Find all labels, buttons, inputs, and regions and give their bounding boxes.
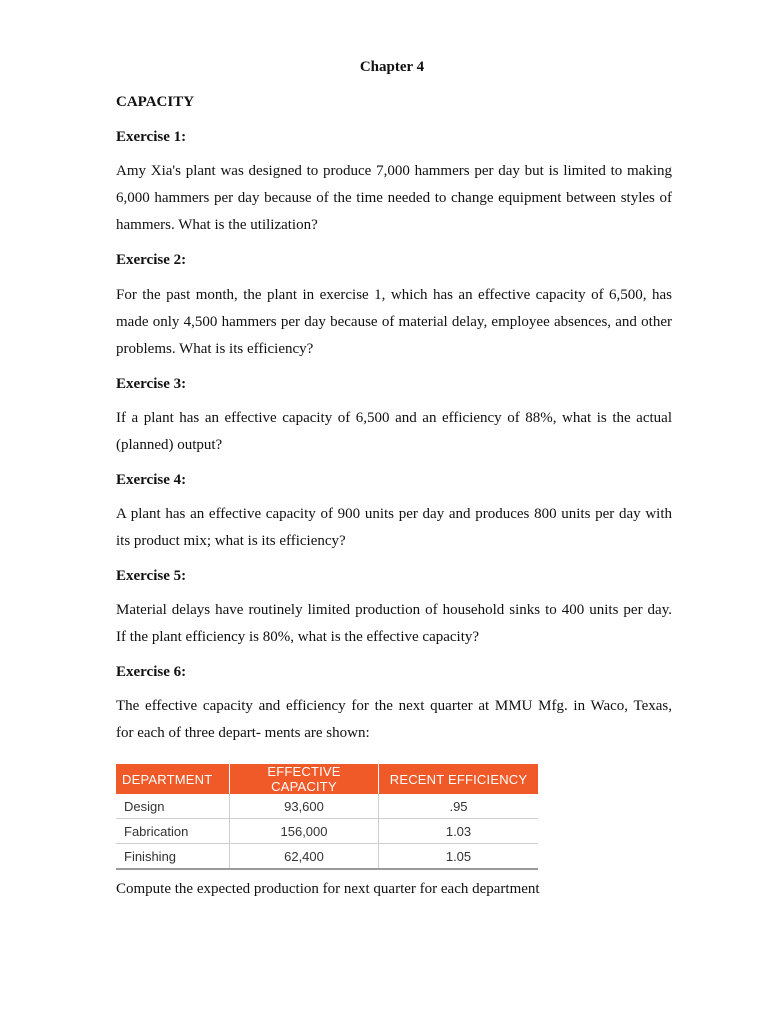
exercise-5-line-2: If the plant efficiency is 80%, what is the effective capacity? <box>116 629 480 645</box>
exercise-6-text <box>116 693 672 747</box>
cell-effective-capacity: 93,600 <box>230 794 379 819</box>
exercise-4-text <box>116 501 672 555</box>
exercise-1-line-3: hammers. What is the utilization? <box>116 217 318 233</box>
exercise-5-heading: Exercise 5: <box>116 568 187 584</box>
exercise-5-text <box>116 597 672 651</box>
exercise-1-heading: Exercise 1: <box>116 129 187 145</box>
cell-effective-capacity: 62,400 <box>230 844 379 870</box>
cell-department: Design <box>124 798 165 814</box>
exercise-2-text <box>116 282 672 363</box>
table-row <box>116 794 538 819</box>
cell-effective-capacity: 156,000 <box>230 819 379 844</box>
exercise-5-line-1: Material delays have routinely limited production of household sinks to 400 units per day. <box>116 602 672 618</box>
table-row <box>116 844 538 870</box>
column-header-department: DEPARTMENT <box>116 764 230 794</box>
exercise-4-heading: Exercise 4: <box>116 472 187 488</box>
cell-recent-efficiency: 1.05 <box>379 844 539 870</box>
table-header-row <box>116 764 538 794</box>
exercise-4-line-2: its product mix; what is its efficiency? <box>116 533 346 549</box>
exercise-3-line-1: If a plant has an effective capacity of 6,500 and an efficiency of 88%, what is the actual <box>116 410 672 426</box>
section-heading: CAPACITY <box>116 94 195 110</box>
cell-recent-efficiency: .95 <box>379 794 539 819</box>
closing-line: Compute the expected production for next quarter for each department <box>116 881 540 897</box>
exercise-6-line-2: for each of three depart- ments are shown: <box>116 725 370 741</box>
chapter-title: Chapter 4 <box>359 59 425 75</box>
column-header-recent-efficiency: RECENT EFFICIENCY <box>379 764 539 794</box>
exercise-1-text <box>116 158 672 239</box>
exercise-1-line-2: 6,000 hammers per day because of the time needed to change equipment between styles of <box>116 190 672 206</box>
exercise-1-line-1: Amy Xia's plant was designed to produce 7,000 hammers per day but is limited to making <box>116 163 672 179</box>
exercise-2-line-3: problems. What is its efficiency? <box>116 341 314 357</box>
exercise-6-heading: Exercise 6: <box>116 664 187 680</box>
exercise-2-heading: Exercise 2: <box>116 252 187 268</box>
exercise-3-heading: Exercise 3: <box>116 376 187 392</box>
cell-department: Fabrication <box>116 819 230 844</box>
exercise-6-line-1: The effective capacity and efficiency for the next quarter at MMU Mfg. in Waco, Texas, <box>116 698 672 714</box>
closing-text <box>116 876 672 903</box>
exercise-2-line-1: For the past month, the plant in exercise 1, which has an effective capacity of 6,500, has <box>116 287 672 303</box>
exercise-4-line-1: A plant has an effective capacity of 900 units per day and produces 800 units per day with <box>116 506 672 522</box>
department-table <box>116 764 538 870</box>
exercise-2-line-2: made only 4,500 hammers per day because of material delay, employee absences, and other <box>116 314 672 330</box>
cell-recent-efficiency: 1.03 <box>379 819 539 844</box>
column-header-effective-capacity: EFFECTIVE CAPACITY <box>230 764 379 794</box>
exercise-3-text <box>116 405 672 459</box>
cell-department: Finishing <box>116 844 230 870</box>
table-row <box>116 819 538 844</box>
exercise-3-line-2: (planned) output? <box>116 437 223 453</box>
